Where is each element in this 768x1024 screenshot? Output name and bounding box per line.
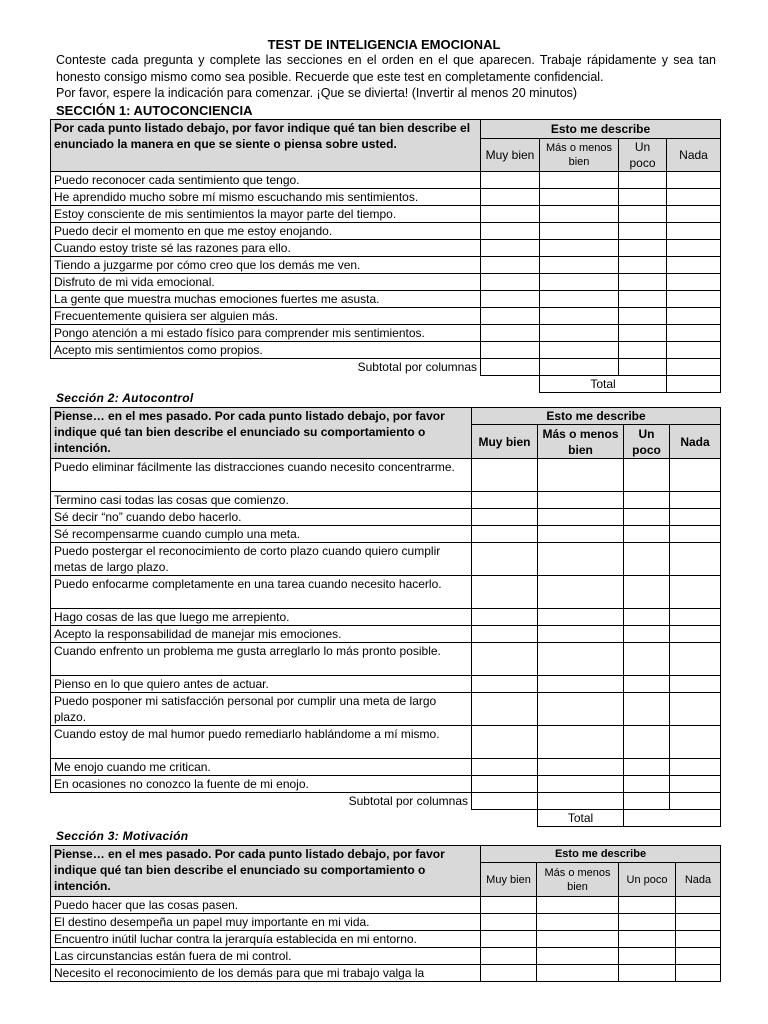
- section-2-title: Sección 2: Autocontrol: [56, 391, 194, 405]
- section-1-items: [51, 172, 721, 359]
- answer-cell[interactable]: [538, 643, 624, 676]
- section-3-col-mas-o-menos: Más o menos bien: [537, 863, 619, 897]
- table-row: [51, 308, 721, 325]
- answer-cell[interactable]: [670, 776, 721, 793]
- answer-cell[interactable]: [624, 526, 670, 543]
- section-2-total-cell[interactable]: [624, 810, 721, 827]
- table-row: [51, 492, 721, 509]
- answer-cell[interactable]: [670, 543, 721, 576]
- answer-cell[interactable]: [619, 948, 676, 965]
- answer-cell[interactable]: [667, 325, 721, 342]
- item-text: Puedo postergar el reconocimiento de corto plazo cuando quiero cumplir metas de largo plazo.: [51, 543, 472, 576]
- answer-cell[interactable]: [670, 626, 721, 643]
- answer-cell[interactable]: [537, 897, 619, 914]
- answer-cell[interactable]: [540, 342, 619, 359]
- answer-cell[interactable]: [538, 492, 624, 509]
- answer-cell[interactable]: [481, 223, 540, 240]
- answer-cell[interactable]: [670, 793, 721, 810]
- table-row: [51, 626, 721, 643]
- section-3-col-un-poco: Un poco: [619, 863, 676, 897]
- answer-cell[interactable]: [540, 223, 619, 240]
- section-1-col-muy-bien: Muy bien: [481, 139, 540, 172]
- item-text: He aprendido mucho sobre mí mismo escuchando mis sentimientos.: [51, 189, 481, 206]
- item-text: Acepto la responsabilidad de manejar mis emociones.: [51, 626, 472, 643]
- table-row: [51, 948, 721, 965]
- answer-cell[interactable]: [472, 676, 538, 693]
- item-text: Puedo reconocer cada sentimiento que tengo.: [51, 172, 481, 189]
- item-text: En ocasiones no conozco la fuente de mi enojo.: [51, 776, 472, 793]
- item-text: La gente que muestra muchas emociones fuertes me asusta.: [51, 291, 481, 308]
- answer-cell[interactable]: [481, 274, 540, 291]
- section-3-instruction: Piense… en el mes pasado. Por cada punto listado debajo, por favor indique qué tan bien describe el enunciado su comportamiento o intención.: [51, 846, 481, 897]
- item-text: Encuentro inútil luchar contra la jerarquía establecida en mi entorno.: [51, 931, 481, 948]
- table-row: [51, 257, 721, 274]
- answer-cell[interactable]: [676, 914, 721, 931]
- answer-cell[interactable]: [481, 189, 540, 206]
- answer-cell[interactable]: [537, 914, 619, 931]
- table-row: [51, 172, 721, 189]
- section-3-items: [51, 897, 721, 982]
- answer-cell[interactable]: [540, 359, 619, 376]
- answer-cell[interactable]: [472, 726, 538, 759]
- item-text: Disfruto de mi vida emocional.: [51, 274, 481, 291]
- document-title: TEST DE INTELIGENCIA EMOCIONAL: [267, 37, 501, 52]
- item-text: Puedo decir el momento en que me estoy enojando.: [51, 223, 481, 240]
- answer-cell[interactable]: [624, 676, 670, 693]
- answer-cell[interactable]: [624, 693, 670, 726]
- answer-cell[interactable]: [670, 609, 721, 626]
- answer-cell[interactable]: [619, 223, 667, 240]
- answer-cell[interactable]: [540, 325, 619, 342]
- table-row: [51, 543, 721, 576]
- answer-cell[interactable]: [624, 726, 670, 759]
- answer-cell[interactable]: [624, 759, 670, 776]
- answer-cell[interactable]: [619, 291, 667, 308]
- answer-cell[interactable]: [624, 776, 670, 793]
- item-text: Sé recompensarme cuando cumplo una meta.: [51, 526, 472, 543]
- section-2-col-mas-o-menos: Más o menos bien: [538, 425, 624, 459]
- item-text: Puedo hacer que las cosas pasen.: [51, 897, 481, 914]
- answer-cell[interactable]: [481, 965, 537, 982]
- table-row: [51, 459, 721, 492]
- answer-cell[interactable]: [619, 342, 667, 359]
- answer-cell[interactable]: [481, 948, 537, 965]
- table-row: [51, 274, 721, 291]
- table-row: [51, 189, 721, 206]
- section-2-table: [50, 407, 721, 827]
- answer-cell[interactable]: [538, 576, 624, 609]
- answer-cell[interactable]: [676, 931, 721, 948]
- answer-cell[interactable]: [481, 172, 540, 189]
- item-text: Me enojo cuando me critican.: [51, 759, 472, 776]
- answer-cell[interactable]: [537, 948, 619, 965]
- intro-paragraph-1: Conteste cada pregunta y complete las secciones en el orden en el que aparecen. Trabaje rápidamente y sea tan honesto consigo mismo como sea posible. Recuerde que este test en completamente confidencial.: [56, 53, 716, 84]
- answer-cell[interactable]: [667, 274, 721, 291]
- answer-cell[interactable]: [670, 492, 721, 509]
- section-1-title: SECCIÓN 1: AUTOCONCIENCIA: [56, 103, 253, 118]
- answer-cell[interactable]: [472, 693, 538, 726]
- table-row: [51, 759, 721, 776]
- answer-cell[interactable]: [670, 459, 721, 492]
- intro-paragraph-2: Por favor, espere la indicación para comenzar. ¡Que se divierta! (Invertir al menos 20 minutos): [56, 86, 578, 100]
- answer-cell[interactable]: [540, 257, 619, 274]
- answer-cell[interactable]: [538, 759, 624, 776]
- item-text: Las circunstancias están fuera de mi control.: [51, 948, 481, 965]
- item-text: Termino casi todas las cosas que comienzo.: [51, 492, 472, 509]
- item-text: Puedo posponer mi satisfacción personal por cumplir una meta de largo plazo.: [51, 693, 472, 726]
- section-2-subtotal-label: Subtotal por columnas: [348, 794, 468, 808]
- answer-cell[interactable]: [481, 897, 537, 914]
- answer-cell[interactable]: [538, 626, 624, 643]
- answer-cell[interactable]: [472, 576, 538, 609]
- answer-cell[interactable]: [540, 240, 619, 257]
- section-1-group-header: Esto me describe: [481, 120, 721, 139]
- answer-cell[interactable]: [667, 308, 721, 325]
- answer-cell[interactable]: [538, 676, 624, 693]
- answer-cell[interactable]: [667, 257, 721, 274]
- answer-cell[interactable]: [667, 359, 721, 376]
- answer-cell[interactable]: [472, 492, 538, 509]
- answer-cell[interactable]: [540, 291, 619, 308]
- answer-cell[interactable]: [540, 206, 619, 223]
- answer-cell[interactable]: [670, 693, 721, 726]
- answer-cell[interactable]: [667, 172, 721, 189]
- item-text: Pienso en lo que quiero antes de actuar.: [51, 676, 472, 693]
- answer-cell[interactable]: [619, 325, 667, 342]
- intro-text: [56, 52, 716, 102]
- answer-cell[interactable]: [481, 206, 540, 223]
- answer-cell[interactable]: [619, 274, 667, 291]
- section-1-col-nada: Nada: [667, 139, 721, 172]
- answer-cell[interactable]: [676, 897, 721, 914]
- answer-cell[interactable]: [670, 576, 721, 609]
- item-text: Tiendo a juzgarme por cómo creo que los demás me ven.: [51, 257, 481, 274]
- answer-cell[interactable]: [538, 526, 624, 543]
- answer-cell[interactable]: [624, 643, 670, 676]
- answer-cell[interactable]: [481, 240, 540, 257]
- answer-cell[interactable]: [670, 526, 721, 543]
- answer-cell[interactable]: [670, 759, 721, 776]
- table-row: [51, 776, 721, 793]
- answer-cell[interactable]: [472, 643, 538, 676]
- answer-cell[interactable]: [619, 308, 667, 325]
- section-3-title: Sección 3: Motivación: [56, 829, 189, 843]
- table-row: [51, 676, 721, 693]
- answer-cell[interactable]: [624, 793, 670, 810]
- table-row: [51, 726, 721, 759]
- answer-cell[interactable]: [676, 965, 721, 982]
- answer-cell[interactable]: [619, 189, 667, 206]
- answer-cell[interactable]: [624, 609, 670, 626]
- item-text: Estoy consciente de mis sentimientos la mayor parte del tiempo.: [51, 206, 481, 223]
- item-text: Frecuentemente quisiera ser alguien más.: [51, 308, 481, 325]
- section-3-group-header: Esto me describe: [481, 846, 721, 863]
- answer-cell[interactable]: [481, 359, 540, 376]
- table-row: [51, 897, 721, 914]
- answer-cell[interactable]: [667, 240, 721, 257]
- answer-cell[interactable]: [537, 965, 619, 982]
- table-row: [51, 325, 721, 342]
- item-text: Sé decir “no” cuando debo hacerlo.: [51, 509, 472, 526]
- section-2-instruction: Piense… en el mes pasado. Por cada punto listado debajo, por favor indique qué tan bien describe el enunciado su comportamiento o intención.: [51, 408, 472, 459]
- item-text: Necesito el reconocimiento de los demás para que mi trabajo valga la: [51, 965, 481, 982]
- item-text: El destino desempeña un papel muy importante en mi vida.: [51, 914, 481, 931]
- answer-cell[interactable]: [538, 726, 624, 759]
- answer-cell[interactable]: [619, 206, 667, 223]
- table-row: [51, 914, 721, 931]
- answer-cell[interactable]: [481, 325, 540, 342]
- answer-cell[interactable]: [667, 189, 721, 206]
- section-1-col-un-poco: Un poco: [619, 139, 667, 172]
- item-text: Cuando enfrento un problema me gusta arreglarlo lo más pronto posible.: [51, 643, 472, 676]
- answer-cell[interactable]: [481, 257, 540, 274]
- answer-cell[interactable]: [540, 308, 619, 325]
- table-row: [51, 965, 721, 982]
- table-row: [51, 576, 721, 609]
- answer-cell[interactable]: [472, 509, 538, 526]
- answer-cell[interactable]: [481, 931, 537, 948]
- section-2-items: [51, 459, 721, 793]
- table-row: [51, 206, 721, 223]
- answer-cell[interactable]: [472, 526, 538, 543]
- answer-cell[interactable]: [667, 342, 721, 359]
- item-text: Cuando estoy triste sé las razones para ello.: [51, 240, 481, 257]
- answer-cell[interactable]: [624, 576, 670, 609]
- answer-cell[interactable]: [540, 172, 619, 189]
- answer-cell[interactable]: [670, 726, 721, 759]
- answer-cell[interactable]: [619, 897, 676, 914]
- answer-cell[interactable]: [472, 609, 538, 626]
- section-2-group-header: Esto me describe: [472, 408, 721, 425]
- answer-cell[interactable]: [624, 509, 670, 526]
- item-text: Cuando estoy de mal humor puedo remediarlo hablándome a mí mismo.: [51, 726, 472, 759]
- section-1-total-cell[interactable]: [667, 376, 721, 393]
- answer-cell[interactable]: [538, 693, 624, 726]
- answer-cell[interactable]: [676, 948, 721, 965]
- table-row: [51, 931, 721, 948]
- table-row: [51, 526, 721, 543]
- answer-cell[interactable]: [538, 459, 624, 492]
- answer-cell[interactable]: [670, 509, 721, 526]
- section-3-table: [50, 845, 721, 982]
- answer-cell[interactable]: [538, 509, 624, 526]
- answer-cell[interactable]: [670, 676, 721, 693]
- section-2-col-muy-bien: Muy bien: [472, 425, 538, 459]
- table-row: [51, 223, 721, 240]
- answer-cell[interactable]: [472, 759, 538, 776]
- answer-cell[interactable]: [667, 223, 721, 240]
- answer-cell[interactable]: [624, 459, 670, 492]
- answer-cell[interactable]: [619, 965, 676, 982]
- answer-cell[interactable]: [538, 776, 624, 793]
- answer-cell[interactable]: [667, 291, 721, 308]
- item-text: Hago cosas de las que luego me arrepiento.: [51, 609, 472, 626]
- answer-cell[interactable]: [537, 931, 619, 948]
- section-1-total-label: Total: [540, 376, 667, 393]
- table-row: [51, 342, 721, 359]
- answer-cell[interactable]: [472, 459, 538, 492]
- answer-cell[interactable]: [472, 543, 538, 576]
- answer-cell[interactable]: [481, 342, 540, 359]
- answer-cell[interactable]: [619, 257, 667, 274]
- table-row: [51, 643, 721, 676]
- section-2-col-nada: Nada: [670, 425, 721, 459]
- item-text: Puedo enfocarme completamente en una tarea cuando necesito hacerlo.: [51, 576, 472, 609]
- table-row: [51, 240, 721, 257]
- answer-cell[interactable]: [481, 291, 540, 308]
- answer-cell[interactable]: [481, 914, 537, 931]
- answer-cell[interactable]: [619, 359, 667, 376]
- answer-cell[interactable]: [538, 609, 624, 626]
- section-2-total-label: Total: [538, 810, 624, 827]
- answer-cell[interactable]: [619, 914, 676, 931]
- item-text: Pongo atención a mi estado físico para comprender mis sentimientos.: [51, 325, 481, 342]
- answer-cell[interactable]: [472, 776, 538, 793]
- item-text: Puedo eliminar fácilmente las distracciones cuando necesito concentrarme.: [51, 459, 472, 492]
- answer-cell[interactable]: [540, 189, 619, 206]
- answer-cell[interactable]: [670, 643, 721, 676]
- answer-cell[interactable]: [619, 931, 676, 948]
- item-text: Acepto mis sentimientos como propios.: [51, 342, 481, 359]
- section-3-col-nada: Nada: [676, 863, 721, 897]
- answer-cell[interactable]: [472, 626, 538, 643]
- table-row: [51, 291, 721, 308]
- section-1-col-mas-o-menos: Más o menos bien: [540, 139, 619, 172]
- answer-cell[interactable]: [472, 793, 538, 810]
- answer-cell[interactable]: [619, 172, 667, 189]
- section-1-instruction: Por cada punto listado debajo, por favor indique qué tan bien describe el enunciado la manera en que se siente o piensa sobre usted.: [51, 120, 481, 172]
- answer-cell[interactable]: [624, 626, 670, 643]
- answer-cell[interactable]: [624, 543, 670, 576]
- section-2-col-un-poco: Un poco: [624, 425, 670, 459]
- section-3-col-muy-bien: Muy bien: [481, 863, 537, 897]
- answer-cell[interactable]: [481, 308, 540, 325]
- answer-cell[interactable]: [619, 240, 667, 257]
- table-row: [51, 509, 721, 526]
- table-row: [51, 609, 721, 626]
- section-1-subtotal-label: Subtotal por columnas: [357, 360, 477, 374]
- answer-cell[interactable]: [667, 206, 721, 223]
- answer-cell[interactable]: [538, 793, 624, 810]
- answer-cell[interactable]: [540, 274, 619, 291]
- table-row: [51, 693, 721, 726]
- answer-cell[interactable]: [538, 543, 624, 576]
- answer-cell[interactable]: [624, 492, 670, 509]
- section-1-table: [50, 119, 721, 393]
